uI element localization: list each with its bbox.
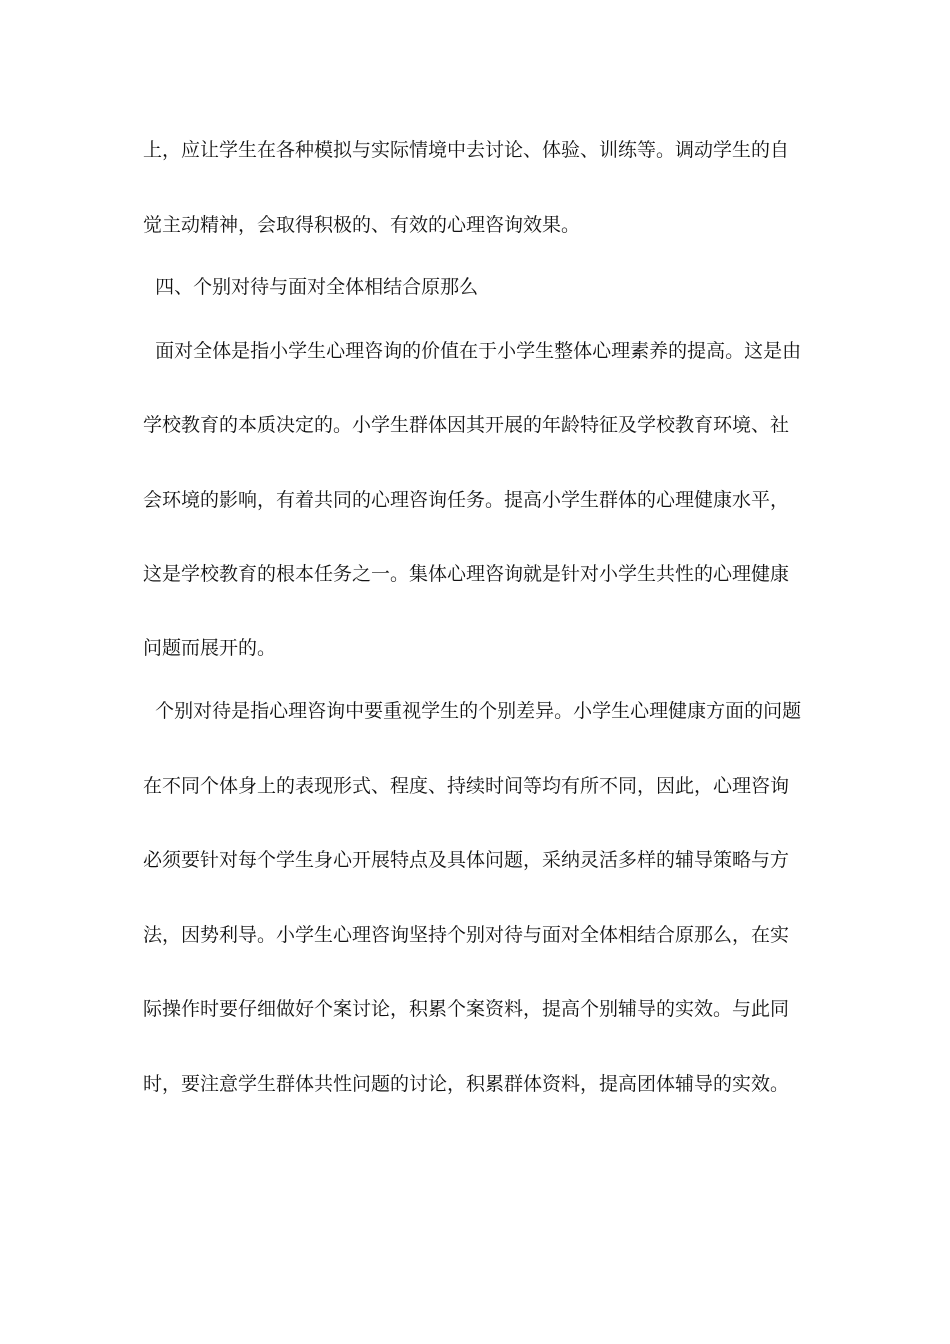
text-line: 学校教育的本质决定的。小学生群体因其开展的年龄特征及学校教育环境、社 — [143, 414, 790, 436]
text-line: 必须要针对每个学生身心开展特点及具体问题，采纳灵活多样的辅导策略与方 — [143, 849, 790, 871]
text-line: 面对全体是指小学生心理咨询的价值在于小学生整体心理素养的提高。这是由 — [143, 340, 802, 362]
text-line: 问题而展开的。 — [143, 637, 277, 659]
text-line: 在不同个体身上的表现形式、程度、持续时间等均有所不同，因此，心理咨询 — [143, 775, 790, 797]
text-line: 会环境的影响，有着共同的心理咨询任务。提高小学生群体的心理健康水平， — [143, 489, 790, 511]
section-heading: 四、个别对待与面对全体相结合原那么 — [143, 276, 479, 298]
text-line: 法，因势利导。小学生心理咨询坚持个别对待与面对全体相结合原那么，在实 — [143, 924, 790, 946]
text-line: 际操作时要仔细做好个案讨论，积累个案资料，提高个别辅导的实效。与此同 — [143, 998, 790, 1020]
text-line: 时，要注意学生群体共性问题的讨论，积累群体资料，提高团体辅导的实效。 — [143, 1073, 790, 1095]
text-line: 个别对待是指心理咨询中要重视学生的个别差异。小学生心理健康方面的问题 — [143, 700, 802, 722]
text-line: 上，应让学生在各种模拟与实际情境中去讨论、体验、训练等。调动学生的自 — [143, 139, 790, 161]
text-line: 这是学校教育的根本任务之一。集体心理咨询就是针对小学生共性的心理健康 — [143, 563, 790, 585]
text-line: 觉主动精神，会取得积极的、有效的心理咨询效果。 — [143, 214, 581, 236]
